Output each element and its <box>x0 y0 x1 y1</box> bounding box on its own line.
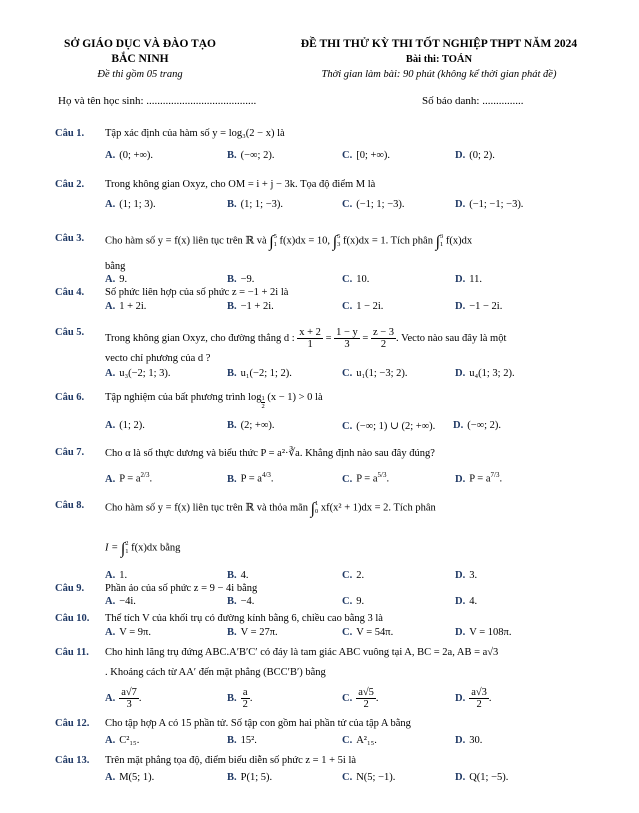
question-label: Câu 11. <box>55 647 89 658</box>
integral-sign: ∫ <box>269 233 274 251</box>
question-label: Câu 2. <box>55 179 85 190</box>
option-c: C. A²₁₅. <box>342 735 377 746</box>
option-d: D. 4. <box>455 596 478 607</box>
option-c: C. [0; +∞). <box>342 150 391 161</box>
fraction: $\frac{z - 3}{2}$ <box>372 327 395 350</box>
option-d: D. $P = a^{7/3}$. <box>455 471 503 485</box>
option-c: C. (−1; 1; −3). <box>342 199 405 210</box>
option-a: A. 9. <box>105 274 128 285</box>
question-label: Câu 8. <box>55 500 85 511</box>
question-text: Cho hình lăng trụ đứng ABC.A′B′C′ có đáy là tam giác ABC vuông tại A, BC = 2a, AB = a√3 <box>105 647 499 658</box>
question-text: Trong không gian Oxyz, cho đường thẳng d : $\frac{x + 2}{1}$ = $\frac{1 - y}{3}$ = $\frac{z - 3}{2}$ . Vecto nào sau đây là một <box>105 327 507 350</box>
option-b: B. −1 + 2i. <box>227 301 274 312</box>
question-text: Cho tập hợp A có 15 phần tử. Số tập con gồm hai phần tử của tập A bằng <box>105 718 411 729</box>
option-d: D. 11. <box>455 274 482 285</box>
option-b: B. −4. <box>227 596 255 607</box>
header-right <box>262 37 616 82</box>
option-a: A. 1 + 2i. <box>105 301 147 312</box>
option-a: A. 1. <box>105 570 128 581</box>
question-text-cont: . Khoảng cách từ AA′ đến mặt phẳng (BCC′B′) bằng <box>105 667 326 678</box>
option-b: B. u₁(−2; 1; 2). <box>227 368 292 379</box>
fraction: $\frac{x + 2}{1}$ <box>299 327 321 350</box>
question-text: Cho α là số thực dương và biểu thức P = a²·∛a. Khẳng định nào sau đây đúng? <box>105 448 435 459</box>
option-b: B. (−∞; 2). <box>227 150 275 161</box>
option-d: D. Q(1; −5). <box>455 772 509 783</box>
option-a: A. u₃(−2; 1; 3). <box>105 368 171 379</box>
question-text: Cho hàm số y = f(x) liên tục trên ℝ và thỏa mãn ∫ 1 0 xf(x² + 1)dx = 2. Tích phân <box>105 500 436 518</box>
option-b: B. P(1; 5). <box>227 772 273 783</box>
option-a: A. V = 9π. <box>105 627 151 638</box>
question-text: Trên mặt phẳng tọa độ, điểm biểu diễn số phức z = 1 + 5i là <box>105 755 357 766</box>
integral-sign: ∫ <box>120 540 126 558</box>
option-d: D. V = 108π. <box>455 627 512 638</box>
question-label: Câu 12. <box>55 718 90 729</box>
page-count: Đề thi gồm 05 trang <box>97 69 183 80</box>
question-text: Cho hàm số y = f(x) liên tục trên ℝ và ∫ 5 1 f(x)dx = 10, ∫ 5 3 f(x)dx = 1. Tích phân ∫ 3 1 f(x)dx <box>105 233 473 251</box>
option-c: C. V = 54π. <box>342 627 394 638</box>
student-id-field: Số báo danh: ............... <box>422 95 524 107</box>
question-label: Câu 9. <box>55 583 85 594</box>
student-info <box>58 95 618 107</box>
exam-time: Thời gian làm bài: 90 phút (không kể thời gian phát đề) <box>321 69 557 80</box>
option-a: A. (1; 1; 3). <box>105 199 156 210</box>
question-label: Câu 4. <box>55 287 85 298</box>
option-c: C. 2. <box>342 570 365 581</box>
question-text: Thể tích V của khối trụ có đường kính bằng 6, chiều cao bằng 3 là <box>105 613 383 624</box>
exam-title: ĐỀ THI THỬ KỲ THI TỐT NGHIỆP THPT NĂM 2024 <box>300 38 578 50</box>
student-name-field: Họ và tên học sinh: ........................................ <box>58 95 257 107</box>
option-d: D. (−1; −1; −3). <box>455 199 524 210</box>
province: BẮC NINH <box>111 53 169 65</box>
question-label: Câu 5. <box>55 327 85 338</box>
question-text: Số phức liên hợp của số phức z = −1 + 2i là <box>105 287 289 298</box>
option-d: D. −1 − 2i. <box>455 301 503 312</box>
option-c: C. $P = a^{5/3}$. <box>342 471 390 485</box>
option-b: B. (2; +∞). <box>227 420 275 431</box>
option-b: B. −9. <box>227 274 255 285</box>
option-d: D. (0; 2). <box>455 150 495 161</box>
question-label: Câu 3. <box>55 233 85 244</box>
option-c: C. 10. <box>342 274 370 285</box>
option-c: C. (−∞; 1) ∪ (2; +∞). <box>342 421 436 432</box>
option-a: A. −4i. <box>105 596 136 607</box>
option-c: C. $\frac{a√5}{2}$ . <box>342 687 379 710</box>
option-b: B. V = 27π. <box>227 627 278 638</box>
question-text-cont: I = ∫ 2 1 f(x)dx bằng <box>105 540 181 558</box>
option-d: D. (−∞; 2). <box>453 420 502 431</box>
option-d: D. 3. <box>455 570 478 581</box>
option-b: B. 4. <box>227 570 249 581</box>
question-text-cont: vecto chỉ phương của d ? <box>105 353 211 364</box>
fraction: $\frac{1 - y}{3}$ <box>336 327 358 350</box>
option-b: B. $\frac{a}{2}$ . <box>227 687 253 710</box>
option-a: A. (0; +∞). <box>105 150 154 161</box>
header-left <box>40 37 240 82</box>
option-c: C. 9. <box>342 596 365 607</box>
question-label: Câu 10. <box>55 613 90 624</box>
question-label: Câu 1. <box>55 128 85 139</box>
option-b: B. (1; 1; −3). <box>227 199 284 210</box>
question-text: Tập nghiệm của bất phương trình log $\frac{1}{2}$ (x − 1) > 0 là <box>105 392 323 410</box>
question-text: Tập xác định của hàm số y = log₃(2 − x) là <box>105 128 285 139</box>
option-a: A. $\frac{a√7}{3}$ . <box>105 687 142 710</box>
question-text: Trong không gian Oxyz, cho OM = i + j − 3k. Tọa độ điểm M là <box>105 179 376 190</box>
option-b: B. $P = a^{4/3}$. <box>227 471 274 485</box>
option-b: B. 15². <box>227 735 257 746</box>
option-a: A. M(5; 1). <box>105 772 155 783</box>
question-text-cont: bằng <box>105 261 126 272</box>
option-a: A. $P = a^{2/3}$. <box>105 471 153 485</box>
subject: Bài thi: TOÁN <box>405 54 473 65</box>
department: SỞ GIÁO DỤC VÀ ĐÀO TẠO <box>64 38 216 50</box>
option-a: A. C²₁₅. <box>105 735 140 746</box>
option-d: D. u₄(1; 3; 2). <box>455 368 515 379</box>
question-text: Phần ảo của số phức z = 9 − 4i bằng <box>105 583 258 594</box>
option-a: A. (1; 2). <box>105 420 145 431</box>
question-label: Câu 13. <box>55 755 90 766</box>
option-d: D. $\frac{a√3}{2}$ . <box>455 687 492 710</box>
integral-sign: ∫ <box>310 500 316 518</box>
option-c: C. u₁(1; −3; 2). <box>342 368 408 379</box>
option-c: C. 1 − 2i. <box>342 301 384 312</box>
question-label: Câu 6. <box>55 392 85 403</box>
integral-sign: ∫ <box>332 233 338 251</box>
option-d: D. 30. <box>455 735 483 746</box>
question-label: Câu 7. <box>55 447 85 458</box>
integral-sign: ∫ <box>435 233 440 251</box>
option-c: C. N(5; −1). <box>342 772 396 783</box>
